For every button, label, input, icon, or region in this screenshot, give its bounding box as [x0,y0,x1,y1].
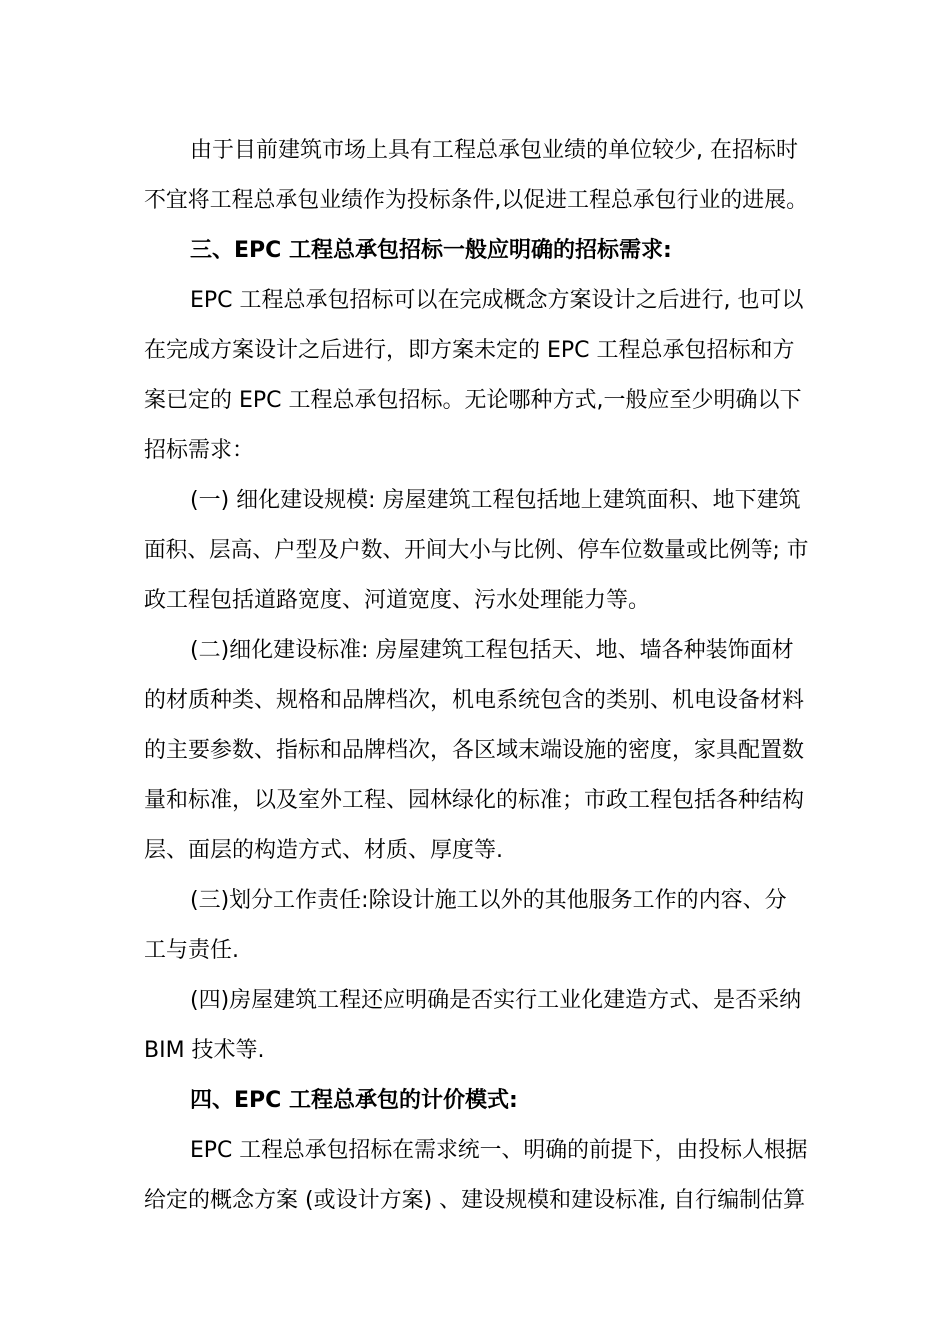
paragraph-line: EPC 工程总承包招标可以在完成概念方案设计之后进行, 也可以 [190,288,804,313]
paragraph-line: 给定的概念方案 (或设计方案) 、建设规模和建设标准, 自行编制估算 [144,1188,806,1213]
paragraph-line: 在完成方案设计之后进行，即方案未定的 EPC 工程总承包招标和方 [144,338,795,363]
paragraph-line: 不宜将工程总承包业绩作为投标条件,以促进工程总承包行业的进展。 [144,188,808,213]
paragraph-line: (三)划分工作责任:除设计施工以外的其他服务工作的内容、分 [190,888,787,913]
paragraph-line: (一) 细化建设规模: 房屋建筑工程包括地上建筑面积、地下建筑 [190,488,801,513]
paragraph-line: 的主要参数、指标和品牌档次，各区域末端设施的密度，家具配置数 [144,738,805,763]
paragraph-line: 工与责任. [144,938,239,963]
paragraph-line: (二)细化建设标准: 房屋建筑工程包括天、地、墙各种装饰面材 [190,638,794,663]
paragraph-line: 层、面层的构造方式、材质、厚度等. [144,838,503,863]
paragraph-line: EPC 工程总承包招标在需求统一、明确的前提下，由投标人根据 [190,1138,808,1163]
paragraph-line: 由于目前建筑市场上具有工程总承包业绩的单位较少, 在招标时 [190,138,798,163]
paragraph-line: 案已定的 EPC 工程总承包招标。无论哪种方式,一般应至少明确以下 [144,388,802,413]
paragraph-line: (四)房屋建筑工程还应明确是否实行工业化建造方式、是否采纳 [190,988,802,1013]
section-heading: 三、EPC 工程总承包招标一般应明确的招标需求: [190,238,672,263]
paragraph-line: 面积、层高、户型及户数、开间大小与比例、停车位数量或比例等; 市 [144,538,809,563]
paragraph-line: 量和标准，以及室外工程、园林绿化的标准；市政工程包括各种结构 [144,788,805,813]
paragraph-line: 政工程包括道路宽度、河道宽度、污水处理能力等。 [144,588,651,613]
paragraph-line: BIM 技术等. [144,1038,265,1063]
section-heading: 四、EPC 工程总承包的计价模式: [190,1088,518,1113]
paragraph-line: 招标需求： [144,438,255,463]
paragraph-line: 的材质种类、规格和品牌档次，机电系统包含的类别、机电设备材料 [144,688,805,713]
